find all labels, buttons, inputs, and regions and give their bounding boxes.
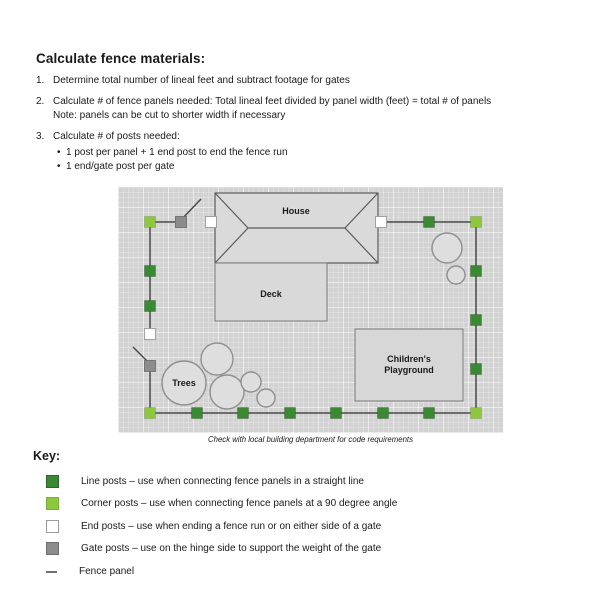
tree-cluster bbox=[162, 343, 275, 409]
gate-post bbox=[176, 217, 187, 228]
line-post bbox=[145, 301, 156, 312]
end-post bbox=[206, 217, 217, 228]
tree bbox=[257, 389, 275, 407]
line-post bbox=[424, 217, 435, 228]
yard-plan-diagram bbox=[118, 187, 503, 433]
end-post bbox=[376, 217, 387, 228]
deck-label: Deck bbox=[260, 289, 282, 299]
line-post bbox=[471, 364, 482, 375]
item-number: 3. bbox=[36, 131, 45, 142]
key-section bbox=[33, 449, 593, 583]
corner-post bbox=[145, 408, 156, 419]
line-post bbox=[424, 408, 435, 419]
diagram-caption: Check with local building department for code requirements bbox=[208, 435, 413, 444]
item-text bbox=[53, 95, 584, 123]
house-label: House bbox=[282, 206, 310, 216]
item-text-line2: Note: panels can be cut to shorter width if necessary bbox=[53, 110, 286, 121]
playground-label-line1: Children's bbox=[387, 354, 431, 364]
bullet-item bbox=[36, 146, 584, 160]
tree bbox=[210, 375, 244, 409]
key-item-corner-posts bbox=[33, 493, 593, 516]
line-post bbox=[471, 315, 482, 326]
gate-post bbox=[145, 361, 156, 372]
line-post bbox=[471, 266, 482, 277]
key-item-label: Line posts – use when connecting fence panels in a straight line bbox=[81, 475, 364, 487]
bullet-glyph: • bbox=[57, 161, 61, 172]
yard-plan-svg bbox=[118, 187, 503, 433]
key-item-line-posts bbox=[33, 470, 593, 493]
instruction-item-2 bbox=[36, 95, 584, 123]
fence-panel-swatch bbox=[46, 566, 57, 577]
house bbox=[215, 193, 378, 263]
end-post-swatch bbox=[46, 520, 59, 533]
deck bbox=[215, 263, 327, 321]
playground-label-line2: Playground bbox=[384, 365, 434, 375]
item-number: 1. bbox=[36, 75, 45, 86]
key-item-label: Fence panel bbox=[79, 565, 135, 577]
end-post bbox=[145, 329, 156, 340]
key-item-label: Corner posts – use when connecting fence panels at a 90 degree angle bbox=[81, 498, 398, 510]
line-post bbox=[238, 408, 249, 419]
key-item-gate-posts bbox=[33, 538, 593, 561]
instruction-item-3 bbox=[36, 130, 584, 144]
tree bbox=[201, 343, 233, 375]
line-post bbox=[331, 408, 342, 419]
key-item-label: End posts – use when ending a fence run or on either side of a gate bbox=[81, 520, 382, 532]
key-item-fence-panel bbox=[33, 560, 593, 583]
bullet-text: 1 end/gate post per gate bbox=[66, 161, 175, 172]
item-text: Determine total number of lineal feet and subtract footage for gates bbox=[53, 75, 350, 86]
tree bbox=[241, 372, 261, 392]
line-post bbox=[378, 408, 389, 419]
trees-label: Trees bbox=[172, 378, 196, 388]
item-number: 2. bbox=[36, 96, 45, 107]
line-post bbox=[285, 408, 296, 419]
corner-post bbox=[471, 408, 482, 419]
page-title: Calculate fence materials: bbox=[36, 51, 206, 66]
item-text-line1: Calculate # of fence panels needed: Total lineal feet divided by panel width (feet) = total # of panels bbox=[53, 96, 492, 107]
line-post-swatch bbox=[46, 475, 59, 488]
item-text: Calculate # of posts needed: bbox=[53, 131, 180, 142]
tree bbox=[447, 266, 465, 284]
gate-post-swatch bbox=[46, 542, 59, 555]
corner-post-swatch bbox=[46, 497, 59, 510]
key-heading: Key: bbox=[33, 449, 61, 463]
bullet-text: 1 post per panel + 1 end post to end the fence run bbox=[66, 147, 288, 158]
key-item-end-posts bbox=[33, 515, 593, 538]
bullet-item bbox=[36, 160, 584, 174]
corner-post bbox=[145, 217, 156, 228]
key-item-label: Gate posts – use on the hinge side to support the weight of the gate bbox=[81, 543, 382, 555]
bullet-glyph: • bbox=[57, 147, 61, 158]
line-post bbox=[192, 408, 203, 419]
line-post bbox=[145, 266, 156, 277]
item-3-bullets bbox=[36, 146, 584, 174]
tree bbox=[432, 233, 462, 263]
instructions-section bbox=[36, 51, 584, 174]
instruction-item-1 bbox=[36, 74, 584, 88]
playground bbox=[355, 329, 463, 401]
corner-post bbox=[471, 217, 482, 228]
